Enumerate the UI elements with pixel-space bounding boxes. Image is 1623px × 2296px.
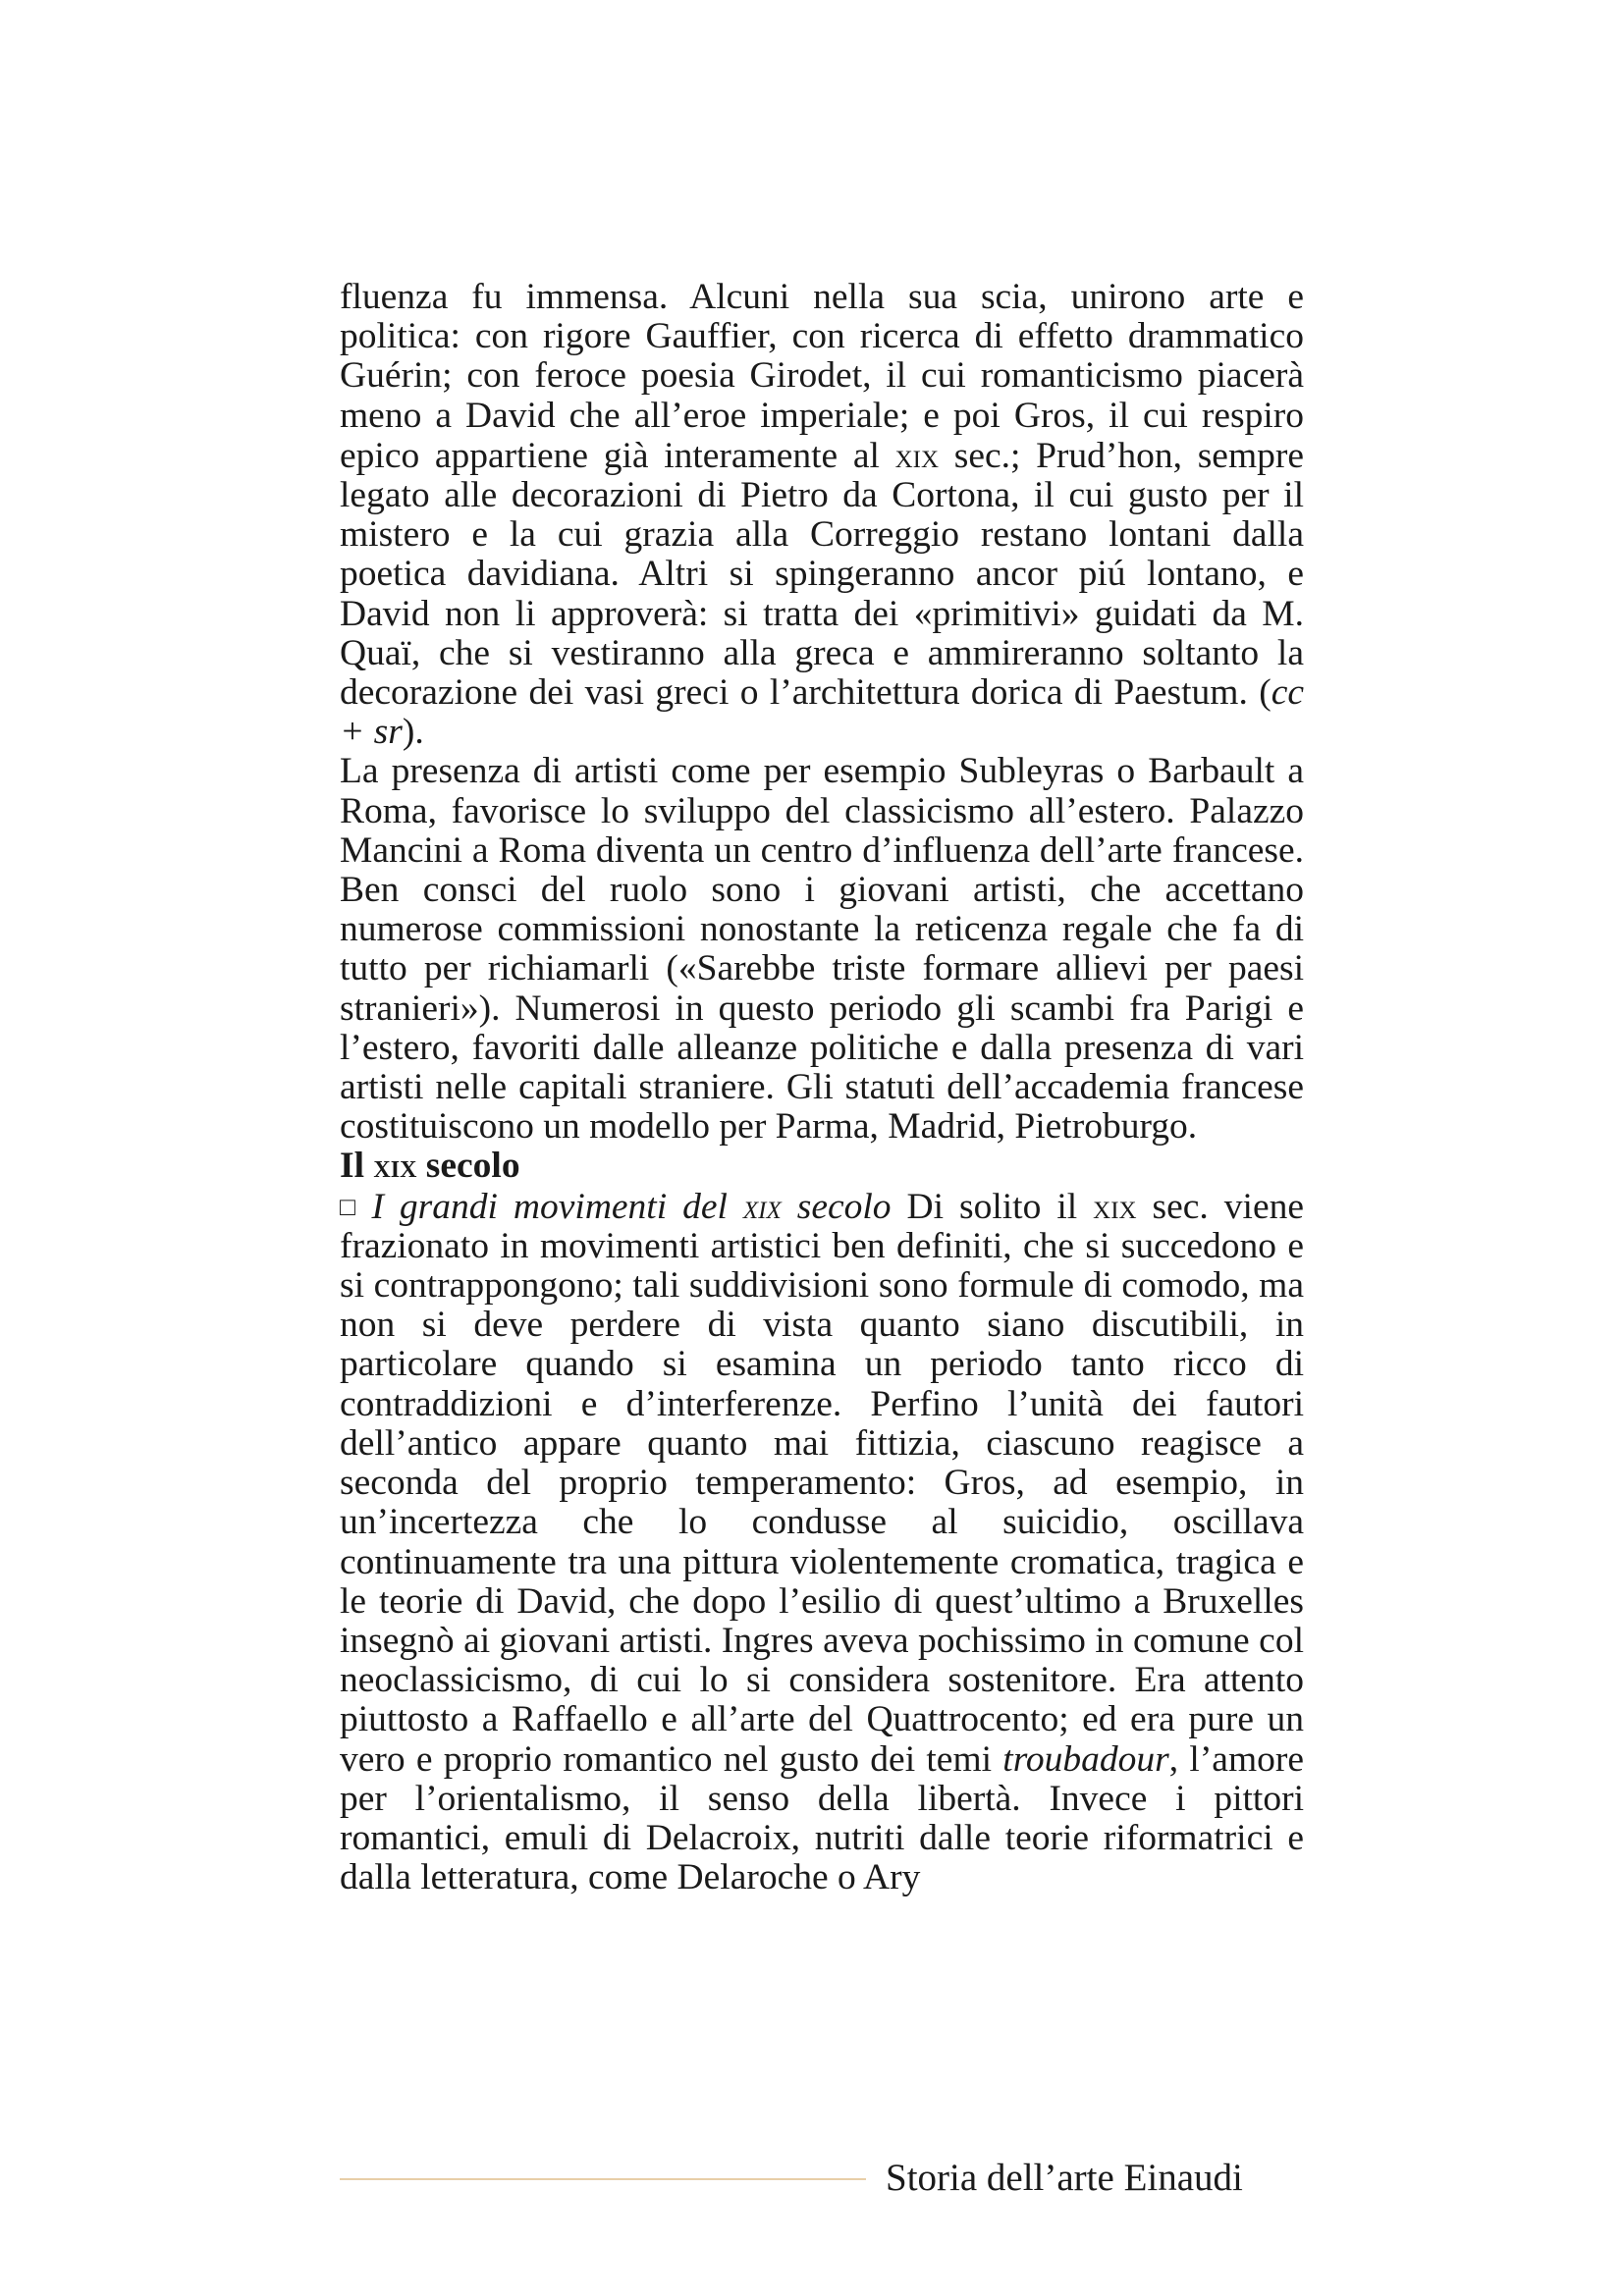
century-numeral: xix bbox=[894, 435, 940, 475]
subsection-title-prefix: I grandi movimenti del bbox=[371, 1186, 743, 1227]
subsection-century: xix bbox=[742, 1186, 782, 1226]
paragraph-2: La presenza di artisti come per esempio Subleyras o Barbault a Roma, favorisce lo sviluppo del classicismo all’estero. Palazzo Mancini a Roma diventa un centro d’influenza dell’arte francese. Ben consci del ruolo sono i giovani artisti, che accettano numerose commissioni nonostante la reticenza regale che fa di tutto per richiamarli («Sarebbe triste formare allievi per paesi stranieri»). Numerosi in questo periodo gli scambi fra Parigi e l’estero, favoriti dalle alleanze politiche e dalla presenza di vari artisti nelle capitali straniere. Gli statuti dell’accademia francese costituiscono un modello per Parma, Madrid, Pietroburgo. bbox=[340, 751, 1304, 1148]
subsection-title bbox=[371, 1187, 891, 1227]
heading-prefix: Il bbox=[340, 1146, 374, 1187]
paragraph-3-text-c: , l’amore per l’orientalismo, il senso della libertà. Invece i pittori romantici, emuli di Delacroix, nutriti dalle teorie riformatrici e dalla letteratura, come Delaroche o Ary bbox=[340, 1738, 1304, 1898]
paragraph-1-text-b: sec.; Prud’hon, sempre legato alle decorazioni di Pietro da Cortona, il cui gusto per il mistero e la cui grazia alla Correggio restano lontani dalla poetica davidiana. Altri si spingeranno ancor piú lontano, e David non li approverà: si tratta dei «primitivi» guidati da M. Quaï, che si vestiranno alla greca e ammireranno soltanto la decorazione dei vasi greci o l’architettura dorica di Paestum. ( bbox=[340, 435, 1304, 714]
footer-publication-title: Storia dell’arte Einaudi bbox=[886, 2157, 1243, 2199]
paragraph-3-text-b: sec. viene frazionato in movimenti artistici ben definiti, che si succedono e si contrappongono; tali suddivisioni sono formule di comodo, ma non si deve perdere di vista quanto siano discutibili, in particolare quando si esamina un periodo tanto ricco di contraddizioni e d’interferenze. Perfino l’unità dei fautori dell’antico appare quanto mai fittizia, ciascuno reagisce a seconda del proprio temperamento: Gros, ad esempio, in un’incertezza che lo condusse al suicidio, oscillava continuamente tra una pittura violentemente cromatica, tragica e le teorie di David, che dopo l’esilio di quest’ultimo a Bruxelles insegnò ai giovani artisti. Ingres aveva pochissimo in comune col neoclassicismo, di cui lo si considera sostenitore. Era attento piuttosto a Raffaello e all’arte del Quattrocento; ed era pure un vero e proprio romantico nel gusto dei temi bbox=[340, 1186, 1304, 1780]
author-initials: cc + sr bbox=[340, 672, 1304, 753]
century-numeral-2: xix bbox=[1093, 1186, 1137, 1226]
paragraph-3 bbox=[340, 1187, 1304, 1898]
italic-term: troubadour bbox=[1002, 1738, 1169, 1780]
paragraph-1 bbox=[340, 278, 1304, 752]
subsection-title-suffix: secolo bbox=[781, 1186, 892, 1227]
paragraph-3-text-a: Di solito il bbox=[891, 1186, 1094, 1227]
heading-suffix: secolo bbox=[416, 1146, 520, 1187]
heading-century: xix bbox=[373, 1148, 417, 1186]
square-bullet-icon: □ bbox=[340, 1192, 362, 1221]
paragraph-1-text-a: fluenza fu immensa. Alcuni nella sua scia, unirono arte e politica: con rigore Gauffier, con ricerca di effetto drammatico Guérin; con feroce poesia Girodet, il cui romanticismo piacerà meno a David che all’eroe imperiale; e poi Gros, il cui respiro epico appartiene già interamente al bbox=[340, 277, 1304, 476]
section-heading bbox=[340, 1147, 1304, 1186]
paragraph-1-text-c: ). bbox=[402, 712, 424, 753]
footer-rule bbox=[340, 2178, 866, 2180]
page-body bbox=[340, 278, 1304, 1897]
